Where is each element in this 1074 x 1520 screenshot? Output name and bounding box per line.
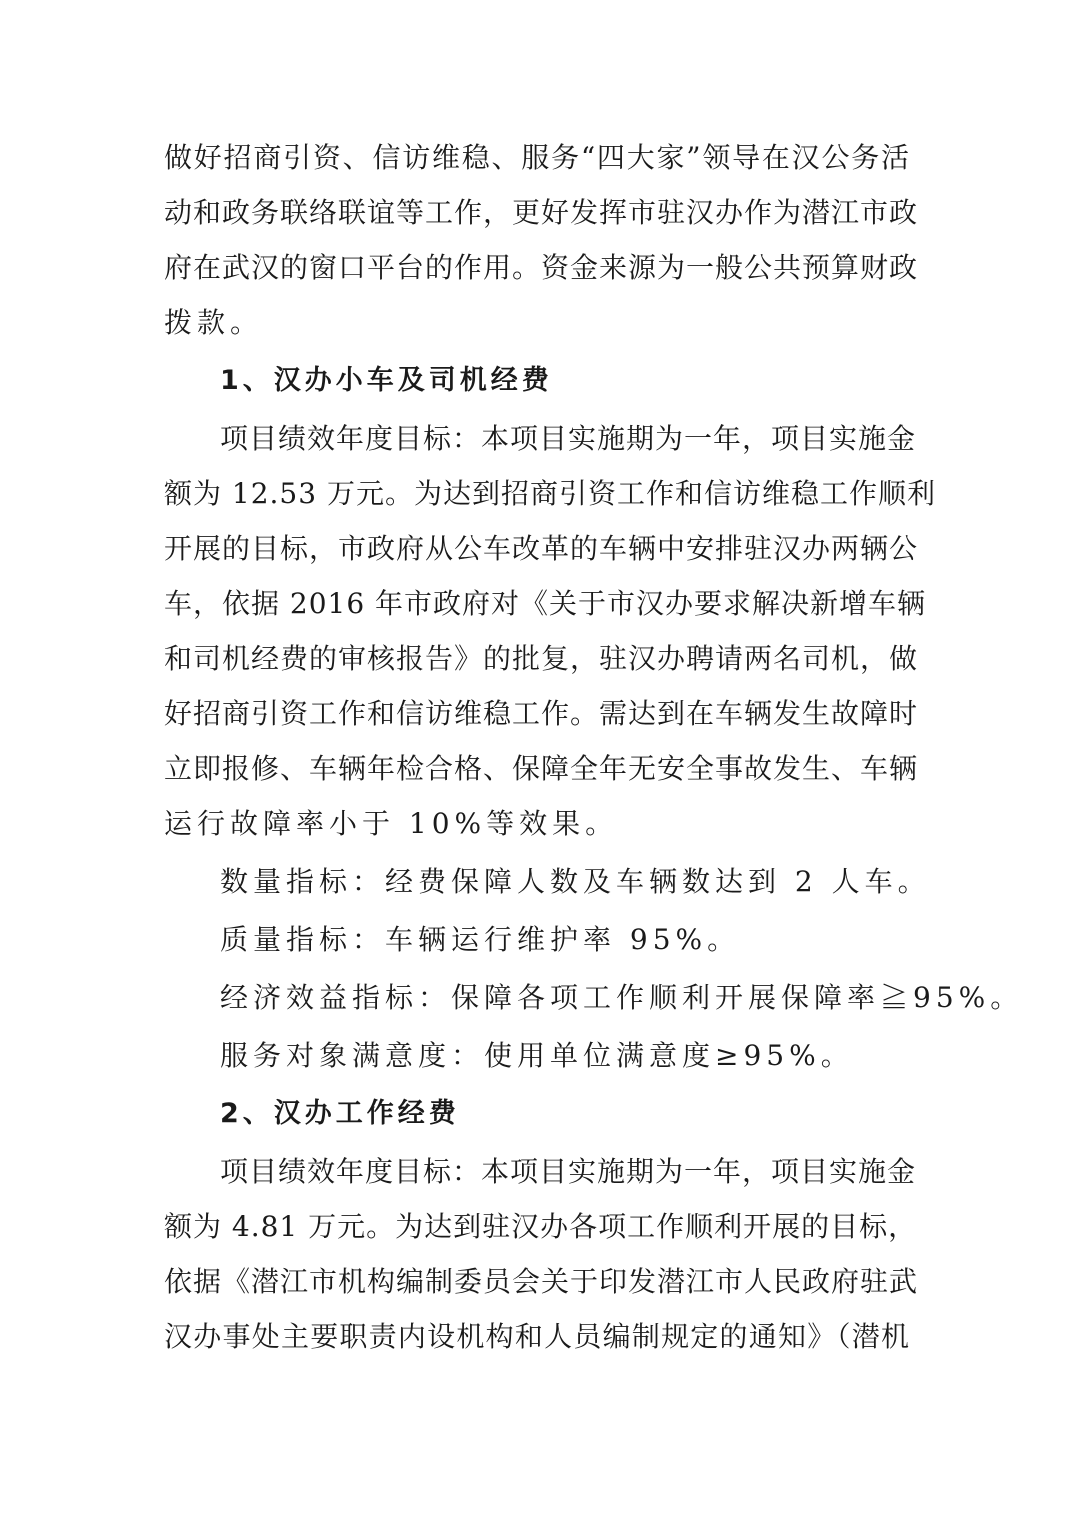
section1-heading: 1、汉办小车及司机经费 xyxy=(220,365,553,396)
section1-goal-line-6: 好招商引资工作和信访维稳工作。需达到在车辆发生故障时 xyxy=(164,697,919,730)
intro-line-3: 府在武汉的窗口平台的作用。资金来源为一般公共预算财政 xyxy=(164,251,919,284)
intro-line-4: 拨款。 xyxy=(164,306,264,339)
indicator-quantity: 数量指标：经费保障人数及车辆数达到 2 人车。 xyxy=(220,865,931,898)
section2-goal-line-1: 项目绩效年度目标：本项目实施期为一年，项目实施金 xyxy=(220,1155,917,1188)
section1-goal-line-7: 立即报修、车辆年检合格、保障全年无安全事故发生、车辆 xyxy=(164,752,919,785)
section1-goal-line-2: 额为 12.53 万元。为达到招商引资工作和信访维稳工作顺利 xyxy=(164,477,936,510)
intro-line-1: 做好招商引资、信访维稳、服务“四大家”领导在汉公务活 xyxy=(164,141,910,174)
section2-goal-line-3: 依据《潜江市机构编制委员会关于印发潜江市人民政府驻武 xyxy=(164,1265,919,1298)
section1-goal-line-1: 项目绩效年度目标：本项目实施期为一年，项目实施金 xyxy=(220,422,917,455)
section1-goal-line-8: 运行故障率小于 10%等效果。 xyxy=(164,807,619,840)
section2-heading: 2、汉办工作经费 xyxy=(220,1098,460,1129)
section1-goal-line-4: 车，依据 2016 年市政府对《关于市汉办要求解决新增车辆 xyxy=(164,587,927,620)
intro-line-2: 动和政务联络联谊等工作，更好发挥市驻汉办作为潜江市政 xyxy=(164,196,919,229)
indicator-economic-benefit: 经济效益指标：保障各项工作顺利开展保障率≧95%。 xyxy=(220,981,1024,1014)
section1-goal-line-5: 和司机经费的审核报告》的批复，驻汉办聘请两名司机，做 xyxy=(164,642,919,675)
indicator-satisfaction: 服务对象满意度：使用单位满意度≥95%。 xyxy=(220,1039,854,1072)
section2-goal-line-4: 汉办事处主要职责内设机构和人员编制规定的通知》（潜机 xyxy=(164,1320,910,1353)
indicator-quality: 质量指标：车辆运行维护率 95%。 xyxy=(220,923,741,956)
section1-goal-line-3: 开展的目标，市政府从公车改革的车辆中安排驻汉办两辆公 xyxy=(164,532,919,565)
section2-goal-line-2: 额为 4.81 万元。为达到驻汉办各项工作顺利开展的目标， xyxy=(164,1210,918,1243)
